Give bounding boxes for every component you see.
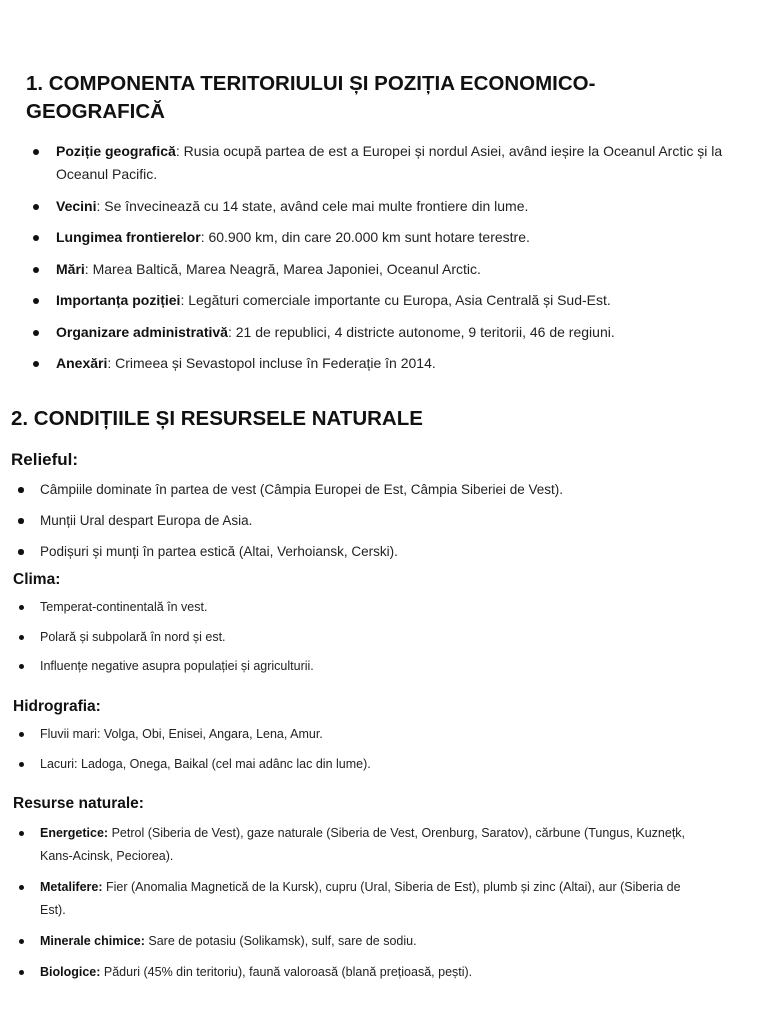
- term: Poziție geografică: [56, 143, 176, 159]
- term: Energetice:: [40, 826, 109, 840]
- description: : 60.900 km, din care 20.000 km sunt hotare terestre.: [200, 229, 530, 245]
- list-item-importanta: [26, 289, 756, 312]
- clima-heading: Clima:: [13, 571, 61, 588]
- term: Vecini: [56, 197, 97, 214]
- list-item: Temperat-continentală în vest.: [13, 598, 753, 617]
- resurse-list: [13, 822, 693, 992]
- description: Fier (Anomalia Magnetică de la Kursk), cupru (Ural, Siberia de Est), plumb și zinc (Altai), aur (Siberia de Est).: [40, 880, 681, 917]
- description: : 21 de republici, 4 districte autonome, 9 teritorii, 46 de regiuni.: [227, 323, 615, 340]
- list-item: Fluvii mari: Volga, Obi, Enisei, Angara, Lena, Amur.: [13, 725, 753, 744]
- description: : Marea Baltică, Marea Neagră, Marea Japoniei, Oceanul Arctic.: [84, 260, 481, 277]
- clima-list: [13, 598, 753, 687]
- description: : Rusia ocupă partea de est a Europei și nordul Asiei, având ieșire la Oceanul Arctic și la Oceanul Pacific.: [56, 143, 723, 182]
- term: Metalifere:: [40, 880, 103, 894]
- term: Minerale chimice:: [40, 934, 145, 948]
- list-item-biologice: [13, 961, 693, 984]
- list-item-pozitie: [26, 140, 756, 186]
- list-item: Polară și subpolară în nord și est.: [13, 628, 753, 647]
- term: Importanța poziției: [56, 292, 181, 308]
- section-2-title: 2. CONDIȚIILE ȘI RESURSELE NATURALE: [11, 407, 423, 430]
- list-item-vecini: [26, 195, 756, 218]
- description: : Crimeea și Sevastopol incluse în Federație în 2014.: [107, 355, 436, 371]
- term: Lungimea frontierelor: [56, 229, 201, 245]
- list-item-energetice: [13, 822, 693, 868]
- list-item: Lacuri: Ladoga, Onega, Baikal (cel mai adânc lac din lume).: [13, 755, 753, 774]
- description: Sare de potasiu (Solikamsk), sulf, sare de sodiu.: [144, 934, 417, 948]
- list-item-minerale: [13, 930, 693, 953]
- term: Organizare administrativă: [56, 323, 228, 340]
- term: Anexări: [56, 355, 108, 371]
- description: : Legături comerciale importante cu Europa, Asia Centrală și Sud-Est.: [180, 292, 611, 308]
- list-item-anexari: [26, 352, 756, 375]
- list-item-mari: [26, 258, 756, 281]
- list-item: Podișuri și munți în partea estică (Altai, Verhoiansk, Cerski).: [11, 542, 751, 562]
- term: Mări: [56, 260, 85, 277]
- description: Păduri (45% din teritoriu), faună valoroasă (blană prețioasă, pești).: [100, 965, 473, 979]
- description: : Se învecinează cu 14 state, având cele mai multe frontiere din lume.: [96, 197, 529, 214]
- description: Petrol (Siberia de Vest), gaze naturale (Siberia de Vest, Orenburg, Saratov), cărbune (Tungus, Kuznețk, Kans-Acinsk, Peciorea).: [40, 826, 686, 863]
- list-item-organizare: [26, 321, 756, 344]
- section-1-list: [26, 140, 756, 384]
- list-item: Munții Ural despart Europa de Asia.: [11, 511, 751, 531]
- list-item: Câmpiile dominate în partea de vest (Câmpia Europei de Est, Câmpia Siberiei de Vest).: [11, 480, 751, 500]
- section-1-title: 1. COMPONENTA TERITORIULUI ȘI POZIȚIA ECONOMICO-GEOGRAFICĂ: [26, 72, 596, 123]
- resurse-heading: Resurse naturale:: [13, 795, 144, 812]
- list-item-frontiere: [26, 226, 756, 249]
- hidrografia-heading: Hidrografia:: [13, 698, 101, 715]
- relief-list: [11, 480, 751, 573]
- relief-heading: Relieful:: [11, 450, 79, 469]
- hidrografia-list: [13, 725, 753, 785]
- term: Biologice:: [40, 965, 101, 979]
- list-item-metalifere: [13, 876, 693, 922]
- list-item: Influențe negative asupra populației și agriculturii.: [13, 657, 753, 676]
